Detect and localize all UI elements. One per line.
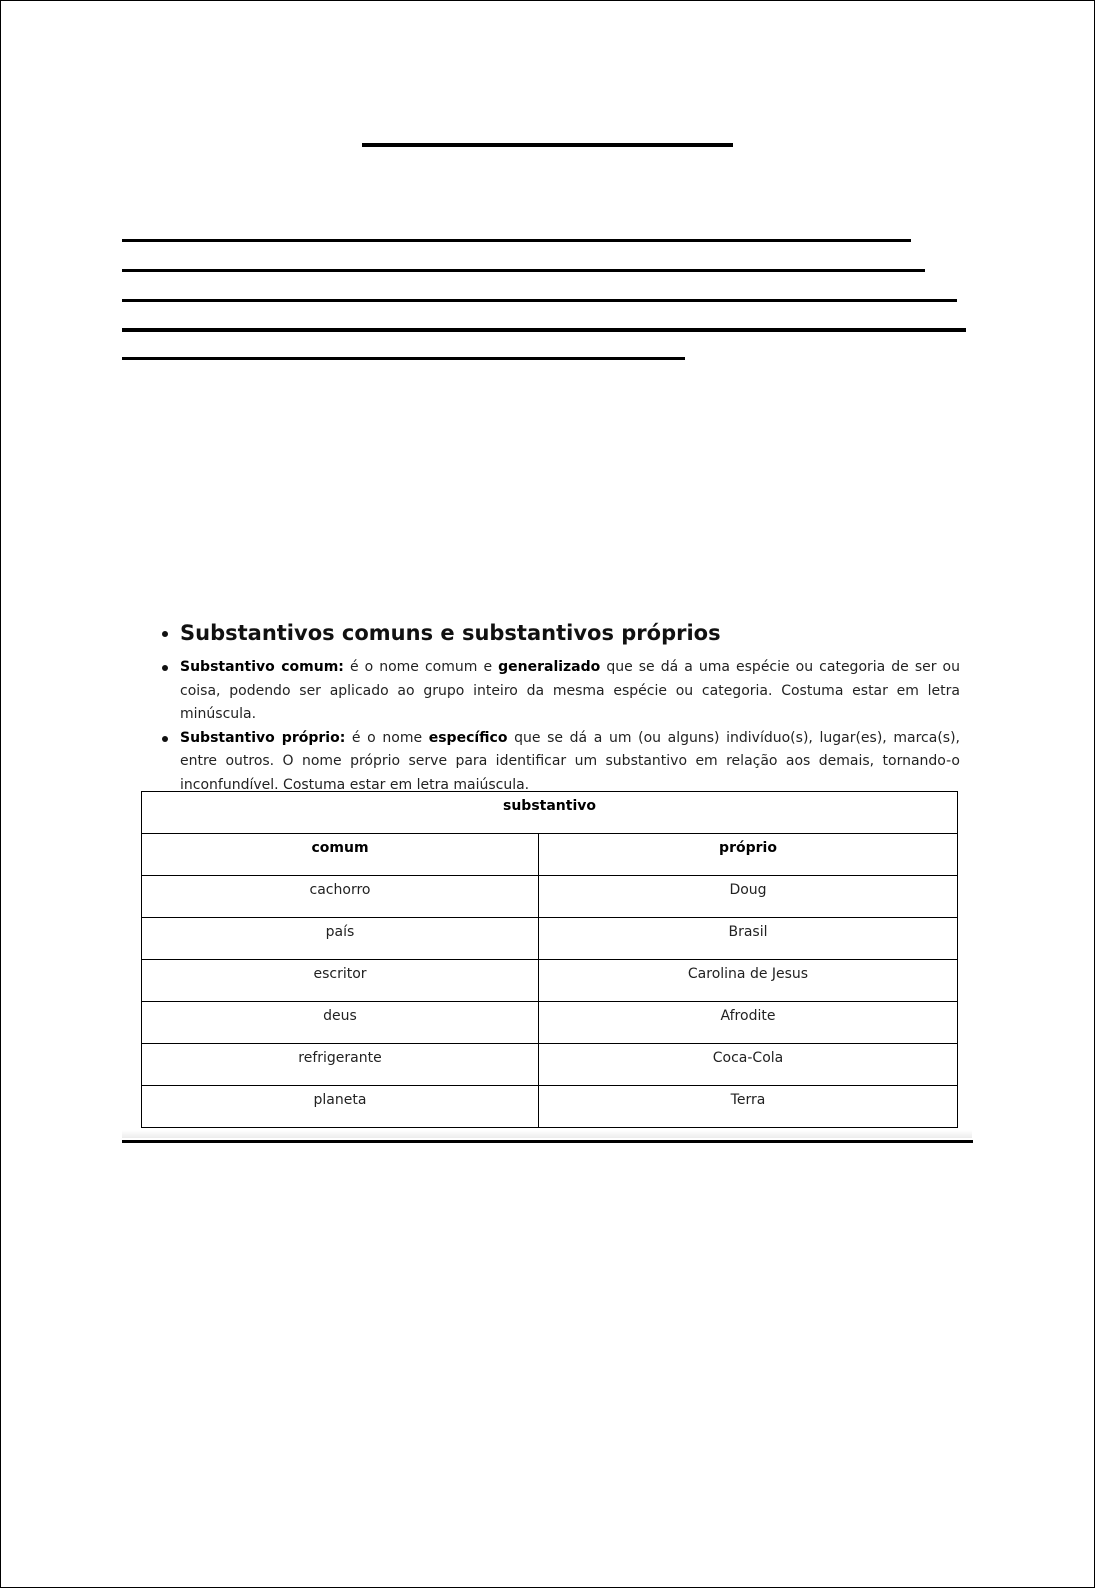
- section-heading: [140, 618, 960, 648]
- writing-line-2: [122, 269, 925, 272]
- writing-line-3: [122, 299, 957, 302]
- definition-text: é o nome: [345, 729, 429, 746]
- heading-text: Substantivos comuns e substantivos próprios: [180, 621, 721, 645]
- table-cell: escritor: [142, 960, 539, 1002]
- table-cell: Terra: [539, 1086, 958, 1128]
- table-title: substantivo: [142, 792, 958, 834]
- bullet-dot: [162, 665, 168, 671]
- bullet-dot: [162, 631, 168, 637]
- table-cell: país: [142, 918, 539, 960]
- writing-line-5: [122, 357, 685, 360]
- table-cell: Afrodite: [539, 1002, 958, 1044]
- table-row: [142, 876, 958, 918]
- writing-line-4: [122, 328, 966, 332]
- definition-proper: [140, 727, 960, 798]
- bottom-rule: [122, 1140, 973, 1143]
- definition-lead: Substantivo próprio:: [180, 729, 346, 746]
- definition-emphasis: específico: [428, 729, 508, 746]
- table-row: [142, 1002, 958, 1044]
- table-cell: Carolina de Jesus: [539, 960, 958, 1002]
- table-cell: Brasil: [539, 918, 958, 960]
- table-row: [142, 1044, 958, 1086]
- image-shadow: [122, 1130, 972, 1138]
- table-title-row: [142, 792, 958, 834]
- definition-text: que se dá a uma espécie ou categoria de ser ou coisa, podendo ser aplicado ao grupo inteiro da mesma espécie ou categoria. Costuma estar em letra minúscula.: [180, 659, 960, 722]
- table-header-row: [142, 834, 958, 876]
- definition-emphasis: generalizado: [498, 659, 601, 675]
- table-cell: deus: [142, 1002, 539, 1044]
- table-row: [142, 960, 958, 1002]
- table-cell: refrigerante: [142, 1044, 539, 1086]
- table-row: [142, 1086, 958, 1128]
- noun-table: [141, 791, 958, 1128]
- table-row: [142, 918, 958, 960]
- lesson-bullets: [140, 618, 960, 797]
- table-cell: cachorro: [142, 876, 539, 918]
- definition-text: que se dá a um (ou alguns) indivíduo(s), lugar(es), marca(s), entre outros. O nome próprio serve para identificar um substantivo em relação aos demais, tornando-o inconfundível. Costuma estar em letra maiúscula.: [180, 729, 961, 793]
- title-blank-line: [362, 143, 733, 147]
- definition-common: [140, 656, 960, 727]
- column-header-common: comum: [142, 834, 539, 876]
- table-cell: Coca-Cola: [539, 1044, 958, 1086]
- table-cell: planeta: [142, 1086, 539, 1128]
- writing-line-1: [122, 239, 911, 242]
- lesson-content: [140, 618, 960, 797]
- definition-text: é o nome comum e: [343, 659, 499, 675]
- definition-lead: Substantivo comum:: [180, 659, 344, 675]
- table-cell: Doug: [539, 876, 958, 918]
- column-header-proper: próprio: [539, 834, 958, 876]
- bullet-dot: [162, 736, 168, 742]
